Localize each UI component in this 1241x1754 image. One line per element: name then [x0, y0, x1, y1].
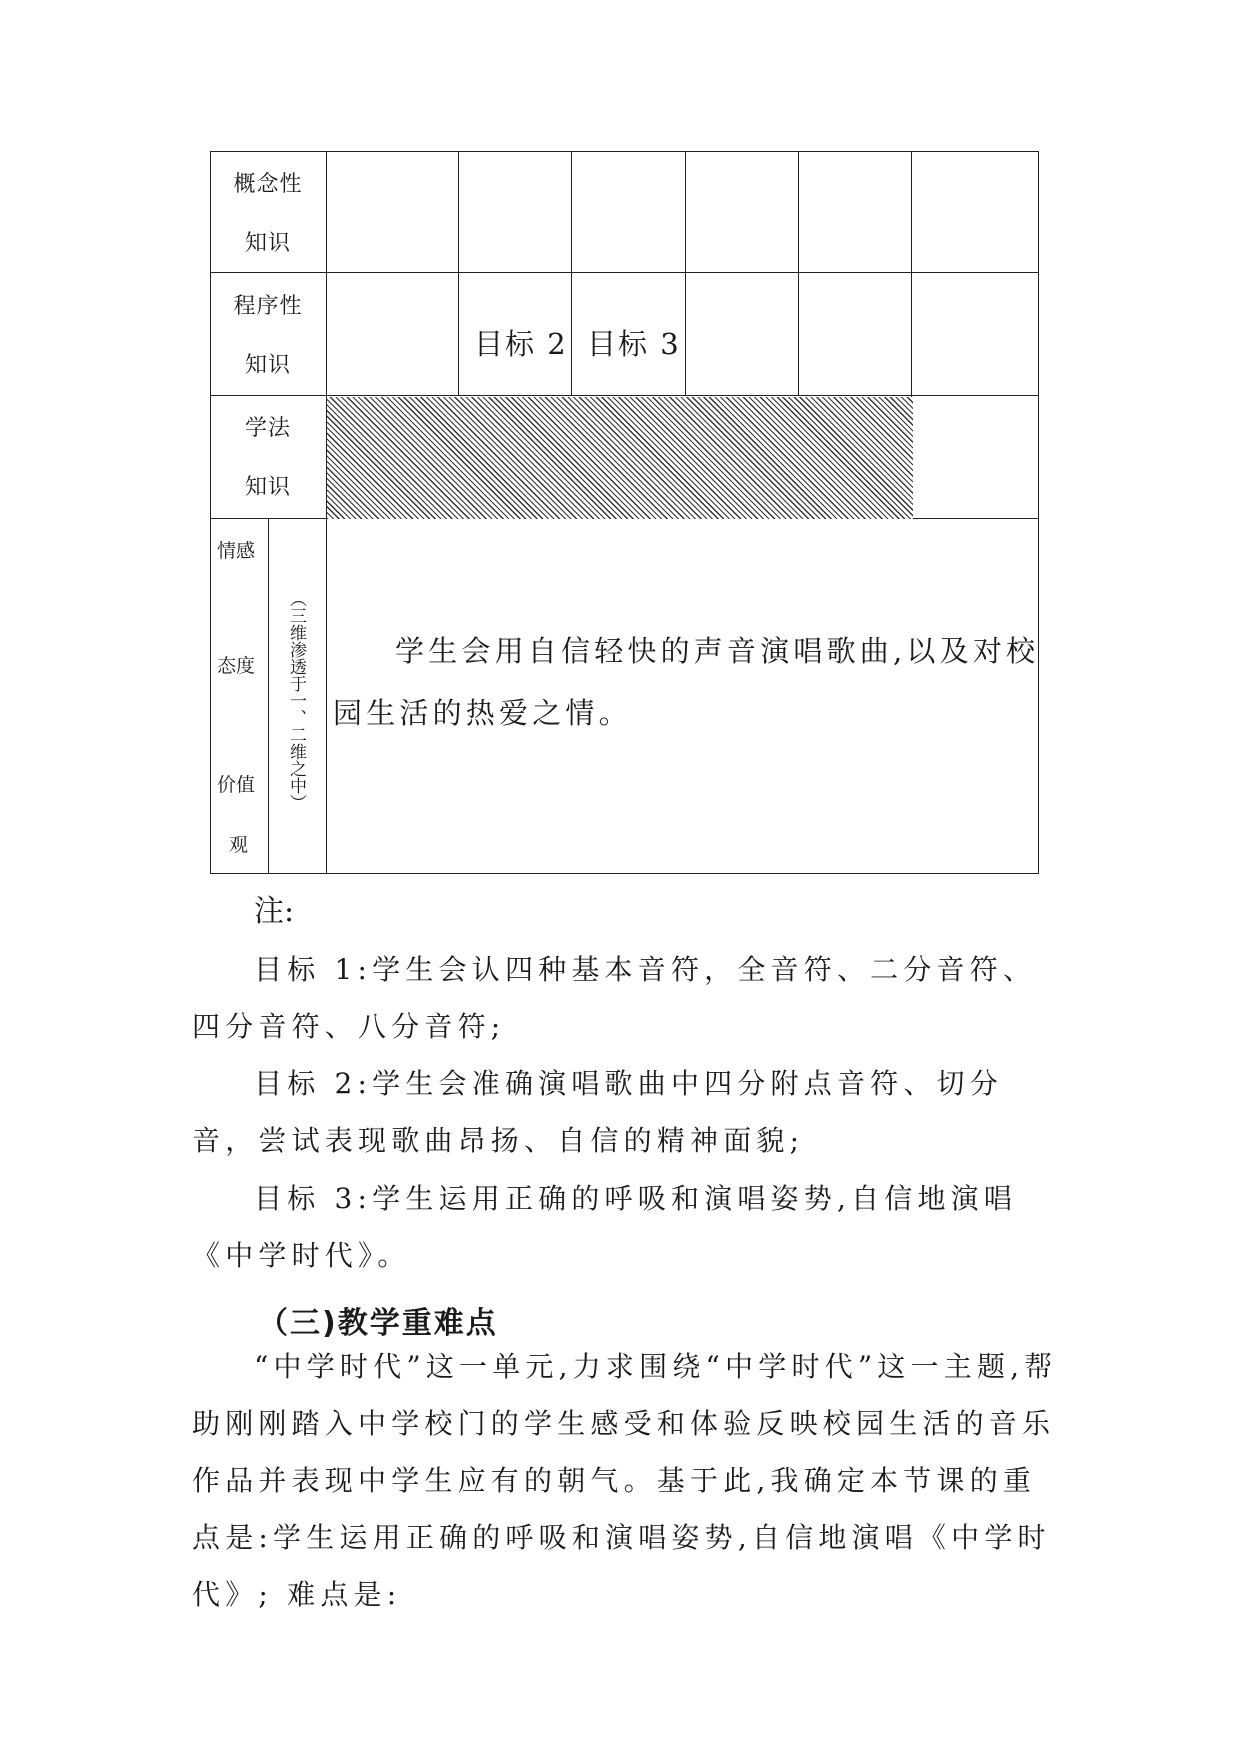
row-label-conceptual-line2: 知识 [244, 231, 291, 256]
cell-goal-2: 目标 2 [474, 327, 568, 361]
row-label-method-line1: 学法 [244, 416, 291, 441]
affect-label-4: 观 [229, 834, 249, 856]
table-col-divider [458, 151, 459, 396]
hatched-cell [327, 397, 913, 519]
table-col-divider [798, 151, 799, 396]
note-goal-1: 目标 1:学生会认四种基本音符，全音符、二分音符、四分音符、八分音符; [192, 953, 1037, 1043]
row-label-conceptual-line1: 概念性 [233, 172, 303, 197]
affect-label-1: 情感 [217, 540, 256, 562]
table-row-divider [210, 395, 1039, 396]
row-label-method-line2: 知识 [244, 475, 291, 500]
table-col-divider [571, 151, 572, 396]
table-border-right [1038, 151, 1039, 874]
affect-content: 学生会用自信轻快的声音演唱歌曲,以及对校园生活的热爱之情。 [333, 634, 1040, 730]
table-border-bottom [210, 873, 1039, 874]
table-col-divider [685, 151, 686, 396]
note-goal-3: 目标 3:学生运用正确的呼吸和演唱姿势,自信地演唱《中学时代》。 [192, 1182, 1018, 1272]
table-row-divider [210, 272, 1039, 273]
table-border-top [210, 151, 1039, 152]
table-border-left [210, 151, 211, 874]
affect-label-2: 态度 [217, 655, 256, 677]
notes-label: 注: [254, 894, 295, 929]
row-label-procedural-line1: 程序性 [233, 294, 303, 319]
table-col-divider [268, 518, 269, 873]
row-label-procedural-line2: 知识 [244, 353, 291, 378]
affect-side-note: （三维渗透于一、二维之中） [286, 590, 306, 811]
section-heading: （三)教学重难点 [258, 1306, 498, 1341]
note-goal-2: 目标 2:学生会准确演唱歌曲中四分附点音符、切分音，尝试表现歌曲昂扬、自信的精神面貌; [192, 1067, 1003, 1157]
cell-goal-3: 目标 3 [587, 327, 681, 361]
affect-label-3: 价值 [217, 774, 256, 796]
section-paragraph: “中学时代”这一单元,力求围绕“中学时代”这一主题,帮助刚刚踏入中学校门的学生感受和体验反映校园生活的音乐作品并表现中学生应有的朝气。基于此,我确定本节课的重点是:学生运用正确的呼吸和演唱姿势,自信地演唱《中学时代》; 难点是: [192, 1350, 1058, 1611]
